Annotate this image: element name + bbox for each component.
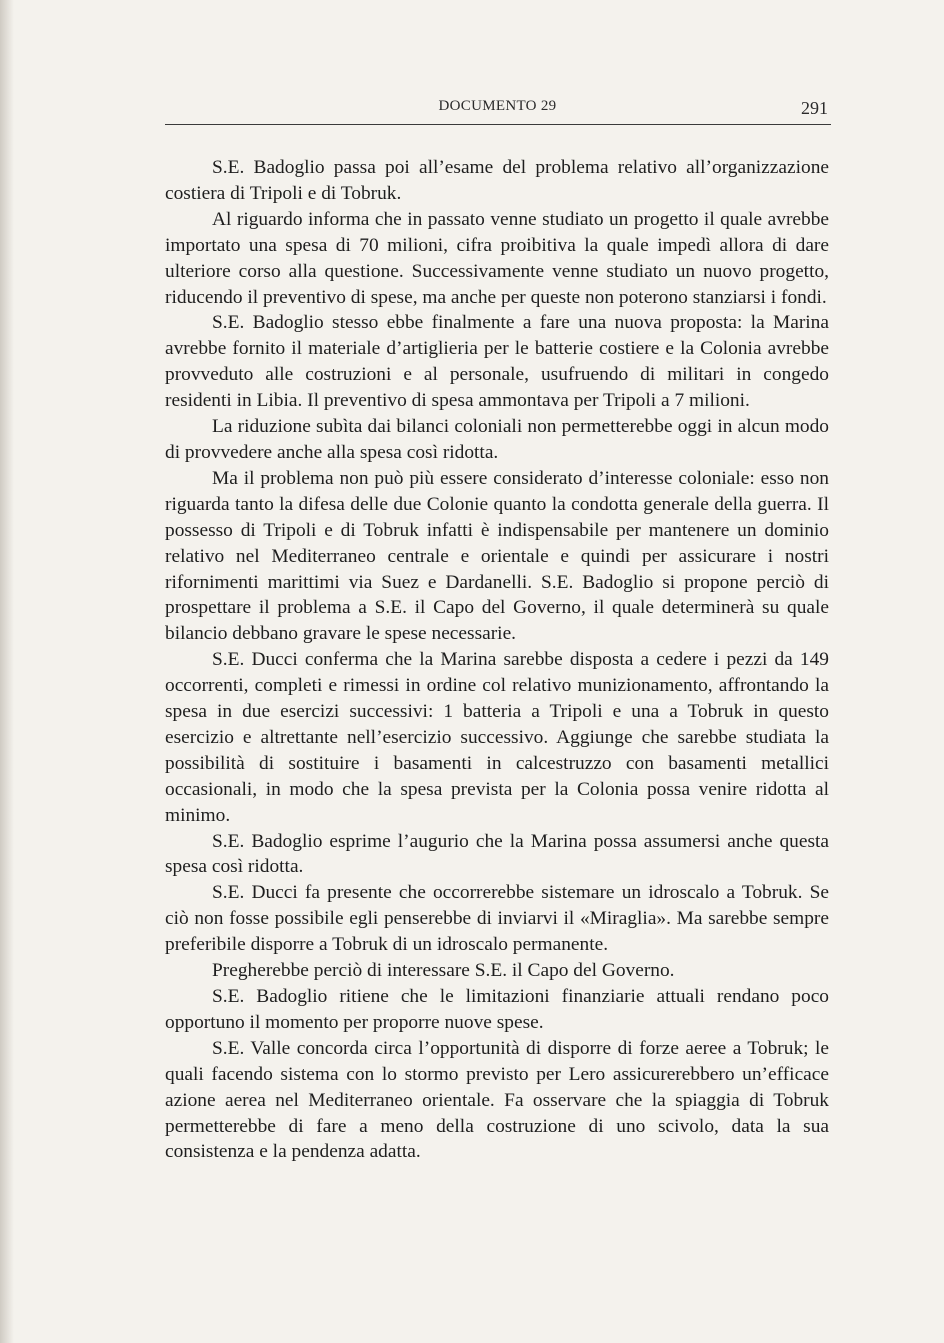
page-gutter-shadow [0,0,14,1343]
paragraph: Ma il problema non può più essere considerato d’interesse coloniale: esso non riguarda tanto la difesa delle due Colonie quanto la condotta generale della guerra. Il possesso di Tripoli e di Tobruk infatti è indispensabile per mantenere un dominio relativo nel Mediterraneo centrale e orientale e quindi per assicurare i nostri rifornimenti marittimi via Suez e Dardanelli. S.E. Badoglio si propone perciò di prospettare il problema a S.E. il Capo del Governo, il quale determinerà su quale bilancio debbano gravare le spese necessarie. [165,467,829,645]
paragraph: Pregherebbe perciò di interessare S.E. il Capo del Governo. [212,960,675,982]
running-header [165,98,830,126]
header-title: DOCUMENTO 29 [438,98,557,114]
page-number: 291 [801,98,828,118]
paragraph: S.E. Badoglio esprime l’augurio che la Marina possa assumersi anche questa spesa così ridotta. [165,830,829,878]
paragraph: S.E. Valle concorda circa l’opportunità di disporre di forze aeree a Tobruk; le quali facendo sistema con lo stormo previsto per Lero assicurerebbero un’efficace azione aerea nel Mediterraneo orientale. Fa osservare che la spiaggia di Tobruk permetterebbe di fare a meno della costruzione di uno scivolo, data la sua consistenza e la pendenza adatta. [165,1037,829,1163]
body-text [165,155,829,1165]
paragraph: S.E. Badoglio stesso ebbe finalmente a fare una nuova proposta: la Marina avrebbe fornito il materiale d’artiglieria per le batterie costiere e la Colonia avrebbe provveduto alle costruzioni e al personale, usufruendo di militari in congedo residenti in Libia. Il preventivo di spesa ammontava per Tripoli a 7 milioni. [165,312,829,412]
paragraph: S.E. Badoglio passa poi all’esame del problema relativo all’organizzazione costiera di Tripoli e di Tobruk. [165,157,829,204]
paragraph: S.E. Ducci fa presente che occorrerebbe sistemare un idroscalo a Tobruk. Se ciò non fosse possibile egli penserebbe di inviarvi il «Miraglia». Ma sarebbe sempre preferibile disporre a Tobruk di un idroscalo permanente. [165,882,829,956]
header-rule [165,124,831,125]
paragraph: S.E. Ducci conferma che la Marina sarebbe disposta a cedere i pezzi da 149 occorrenti, completi e rimessi in ordine col relativo munizionamento, affrontando la spesa in due esercizi successivi: 1 batteria a Tripoli e una a Tobruk in questo esercizio e altrettante nell’esercizio successivo. Aggiunge che sarebbe studiata la possibilità di sostituire i basamenti in calcestruzzo con basamenti metallici occasionali, in modo che la spesa prevista per la Colonia possa venire ridotta al minimo. [165,649,829,826]
paragraph: S.E. Badoglio ritiene che le limitazioni finanziarie attuali rendano poco opportuno il momento per proporre nuove spese. [165,986,829,1033]
paragraph: Al riguardo informa che in passato venne studiato un progetto il quale avrebbe importato una spesa di 70 milioni, cifra proibitiva la quale impedì allora di dare ulteriore corso alla questione. Successivamente venne studiato un nuovo progetto, riducendo il preventivo di spese, ma anche per queste non poterono stanziarsi i fondi. [165,208,829,308]
paragraph: La riduzione subìta dai bilanci coloniali non permetterebbe oggi in alcun modo di provvedere anche alla spesa così ridotta. [165,416,829,463]
